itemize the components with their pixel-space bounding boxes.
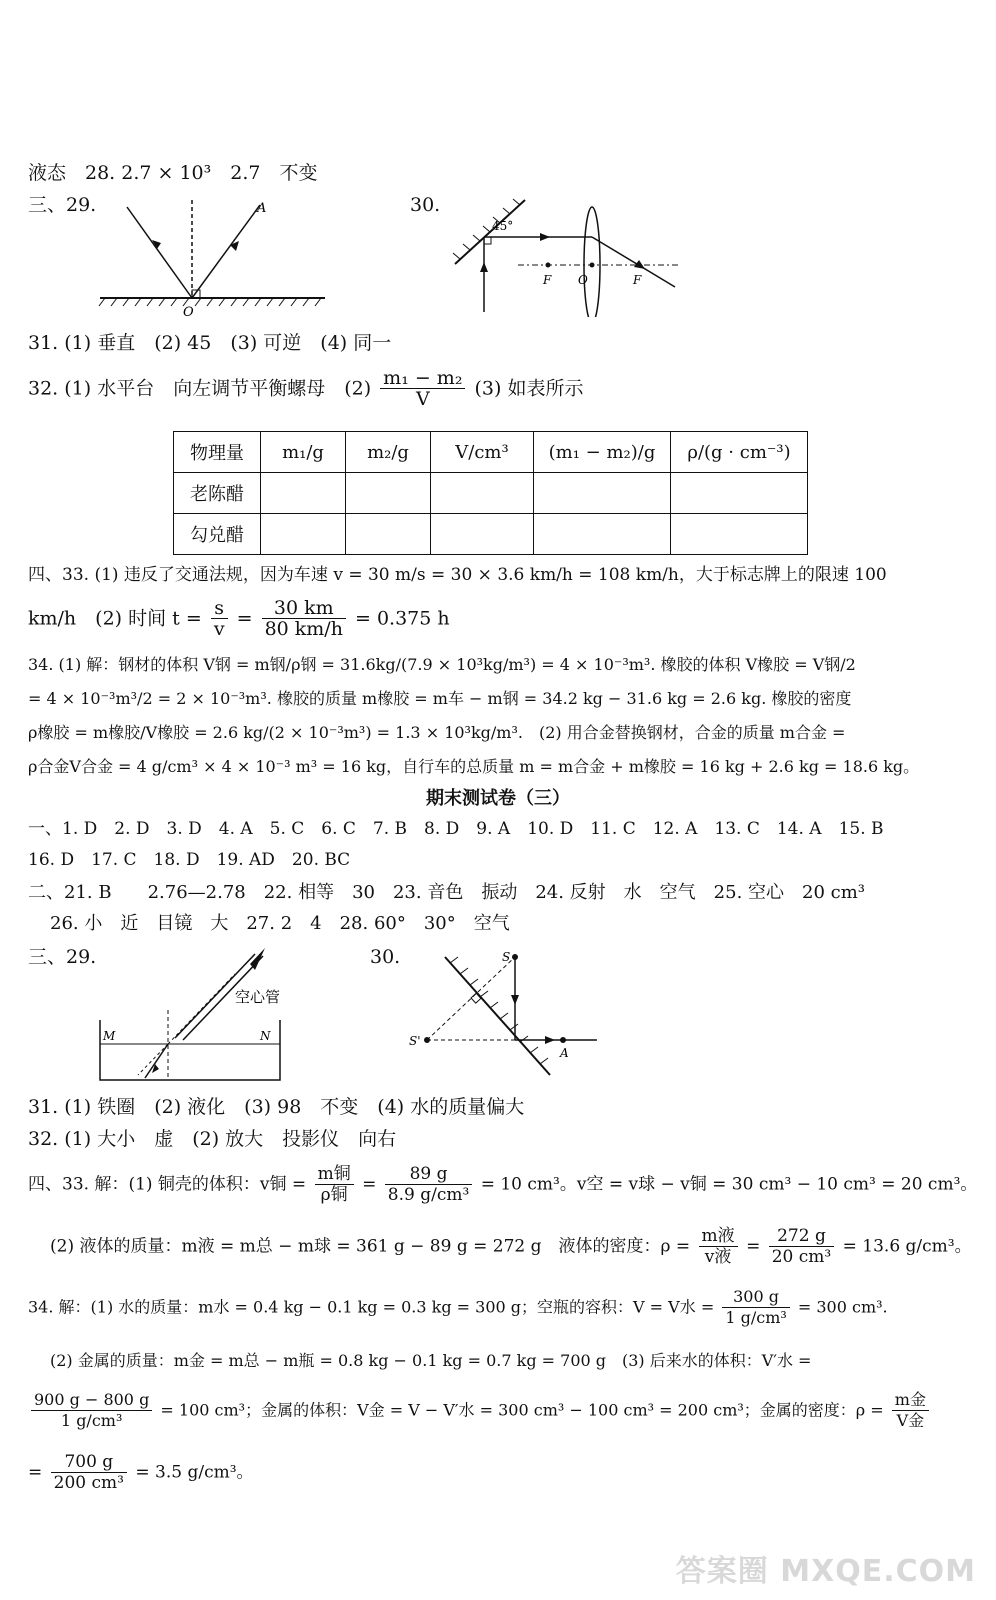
q30-label-2: 30. bbox=[370, 946, 401, 968]
table-cell: 老陈醋 bbox=[174, 473, 261, 514]
table-header: (m₁ − m₂)/g bbox=[534, 432, 671, 473]
table-cell: 勾兑醋 bbox=[174, 514, 261, 555]
refraction-tube-diagram bbox=[95, 940, 295, 1085]
point-m-label: M bbox=[103, 1029, 116, 1043]
table-cell bbox=[346, 473, 431, 514]
answer-line-31: 31. (1) 垂直 (2) 45 (3) 可逆 (4) 同一 bbox=[28, 332, 392, 354]
reflection-diagram-1 bbox=[95, 195, 335, 320]
answer-line-32: 32. (1) 水平台 向左调节平衡螺母 (2) $\frac{\text{m₁ − m₂}}{V}$ (3) 如表所示 bbox=[28, 367, 584, 410]
table-cell bbox=[431, 473, 534, 514]
choice-answers-line-2: 16. D 17. C 18. D 19. AD 20. BC bbox=[28, 850, 351, 870]
answer-line-33b: km/h (2) 时间 t = $\frac{s}{v}$ = $\frac{30 km}{80 km/h}$ = 0.375 h bbox=[28, 597, 450, 640]
point-a-label-2: A bbox=[560, 1046, 569, 1060]
watermark-logo: 答案圈 MXQE.COM bbox=[675, 1554, 976, 1589]
answer-line-33a-2: 四、33. 解：(1) 铜壳的体积：v铜 = $\frac{\text{m铜}}{\text{ρ铜}}$ = $\frac{89 g}{\text{8.9 g/cm³}}$ = 10 cm³。v空 = v球 − v铜 = 30 cm³ − 10 cm³ = 20 cm³。 bbox=[28, 1164, 978, 1205]
choice-answers-line-1: 一、1. D 2. D 3. D 4. A 5. C 6. C 7. B 8. D 9. A 10. D 11. C 12. A 13. C 14. A 15. B bbox=[28, 819, 884, 839]
table-cell bbox=[671, 514, 808, 555]
table-header-row bbox=[174, 432, 808, 473]
table-header: m₁/g bbox=[261, 432, 346, 473]
table-cell bbox=[346, 514, 431, 555]
table-cell bbox=[261, 473, 346, 514]
focus-f-right-label: F bbox=[633, 273, 642, 287]
answer-line-34b: = 4 × 10⁻³m³/2 = 2 × 10⁻³m³. 橡胶的质量 m橡胶 = m车 − m钢 = 34.2 kg − 31.6 kg = 2.6 kg. 橡胶的密度 bbox=[28, 689, 852, 708]
q29-label-2: 三、29. bbox=[28, 946, 97, 968]
table-row bbox=[174, 514, 808, 555]
answer-line-33a: 四、33. (1) 违反了交通法规，因为车速 v = 30 m/s = 30 × 3.6 km/h = 108 km/h，大于标志牌上的限速 100 bbox=[28, 565, 887, 585]
answer-line-33b-2: (2) 液体的质量：m液 = m总 − m球 = 361 g − 89 g = 272 g 液体的密度：ρ = $\frac{\text{m液}}{\text{v液}}$ = $\frac{272 g}{\text{20 cm³}}$ = 13.6 g/cm³。 bbox=[50, 1226, 972, 1267]
fill-answers-line-1: 二、21. B 2.76—2.78 22. 相等 30 23. 音色 振动 24. 反射 水 空气 25. 空心 20 cm³ bbox=[28, 882, 866, 903]
table-header: ρ/(g · cm⁻³) bbox=[671, 432, 808, 473]
plane-mirror-image-diagram bbox=[405, 945, 605, 1085]
table-cell bbox=[261, 514, 346, 555]
table-header: m₂/g bbox=[346, 432, 431, 473]
point-n-label: N bbox=[260, 1029, 271, 1043]
answer-line-34c: ρ橡胶 = m橡胶/V橡胶 = 2.6 kg/(2 × 10⁻³m³) = 1.3 × 10³kg/m³. (2) 用合金替换钢材，合金的质量 m合金 = bbox=[28, 723, 846, 742]
optical-center-o-label: O bbox=[578, 273, 588, 287]
image-s-prime-label: S' bbox=[409, 1034, 421, 1048]
point-o-label: O bbox=[183, 305, 194, 320]
answer-line-34b-2: (2) 金属的质量：m金 = m总 − m瓶 = 0.8 kg − 0.1 kg = 0.7 kg = 700 g (3) 后来水的体积：V′水 = bbox=[50, 1351, 812, 1370]
table-cell bbox=[534, 514, 671, 555]
q30-label: 30. bbox=[410, 194, 441, 216]
answer-line-34d: ρ合金V合金 = 4 g/cm³ × 4 × 10⁻³ m³ = 16 kg，自行车的总质量 m = m合金 + m橡胶 = 16 kg + 2.6 kg = 18.6 kg。 bbox=[28, 757, 920, 776]
mirror-lens-diagram bbox=[450, 192, 680, 317]
q29-label: 三、29. bbox=[28, 194, 97, 216]
table-cell bbox=[431, 514, 534, 555]
answer-line-34d-2: = $\frac{700 g}{\text{200 cm³}}$ = 3.5 g/cm³。 bbox=[28, 1452, 254, 1493]
table-cell bbox=[534, 473, 671, 514]
vinegar-data-table bbox=[173, 431, 808, 555]
angle-45-label: 45° bbox=[492, 219, 514, 233]
answer-line-34a-2: 34. 解：(1) 水的质量：m水 = 0.4 kg − 0.1 kg = 0.3 kg = 300 g；空瓶的容积：V = V水 = $\frac{300 g}{\text{1 g/cm³}}$ = 300 cm³. bbox=[28, 1287, 888, 1327]
point-s-label: S bbox=[502, 950, 511, 964]
section-title: 期末测试卷（三） bbox=[426, 788, 570, 809]
fraction-m1-m2-over-v: $\frac{\text{m₁ − m₂}}{V}$ bbox=[380, 368, 465, 409]
answer-line-32-2: 32. (1) 大小 虚 (2) 放大 投影仪 向右 bbox=[28, 1128, 397, 1150]
answer-line-34a: 34. (1) 解：钢材的体积 V钢 = m钢/ρ钢 = 31.6kg/(7.9 × 10³kg/m³) = 4 × 10⁻³m³. 橡胶的体积 V橡胶 = V钢/2 bbox=[28, 655, 856, 674]
table-header: 物理量 bbox=[174, 432, 261, 473]
answer-line-28: 液态 28. 2.7 × 10³ 2.7 不变 bbox=[28, 162, 318, 184]
point-a-label: A bbox=[257, 201, 267, 216]
focus-f-left-label: F bbox=[543, 273, 552, 287]
answer-line-34c-2: $\frac{900 g - 800 g}{\text{1 g/cm³}}$ = 100 cm³；金属的体积：V金 = V − V′水 = 300 cm³ − 100 cm³ = 200 cm³；金属的密度：ρ = $\frac{\text{m金}}{\text{V金}}$ bbox=[28, 1390, 932, 1431]
hollow-tube-label: 空心管 bbox=[235, 988, 281, 1006]
table-header: V/cm³ bbox=[431, 432, 534, 473]
answer-line-31-2: 31. (1) 铁圈 (2) 液化 (3) 98 不变 (4) 水的质量偏大 bbox=[28, 1096, 525, 1118]
table-cell bbox=[671, 473, 808, 514]
fill-answers-line-2: 26. 小 近 目镜 大 27. 2 4 28. 60° 30° 空气 bbox=[50, 913, 510, 934]
table-row bbox=[174, 473, 808, 514]
